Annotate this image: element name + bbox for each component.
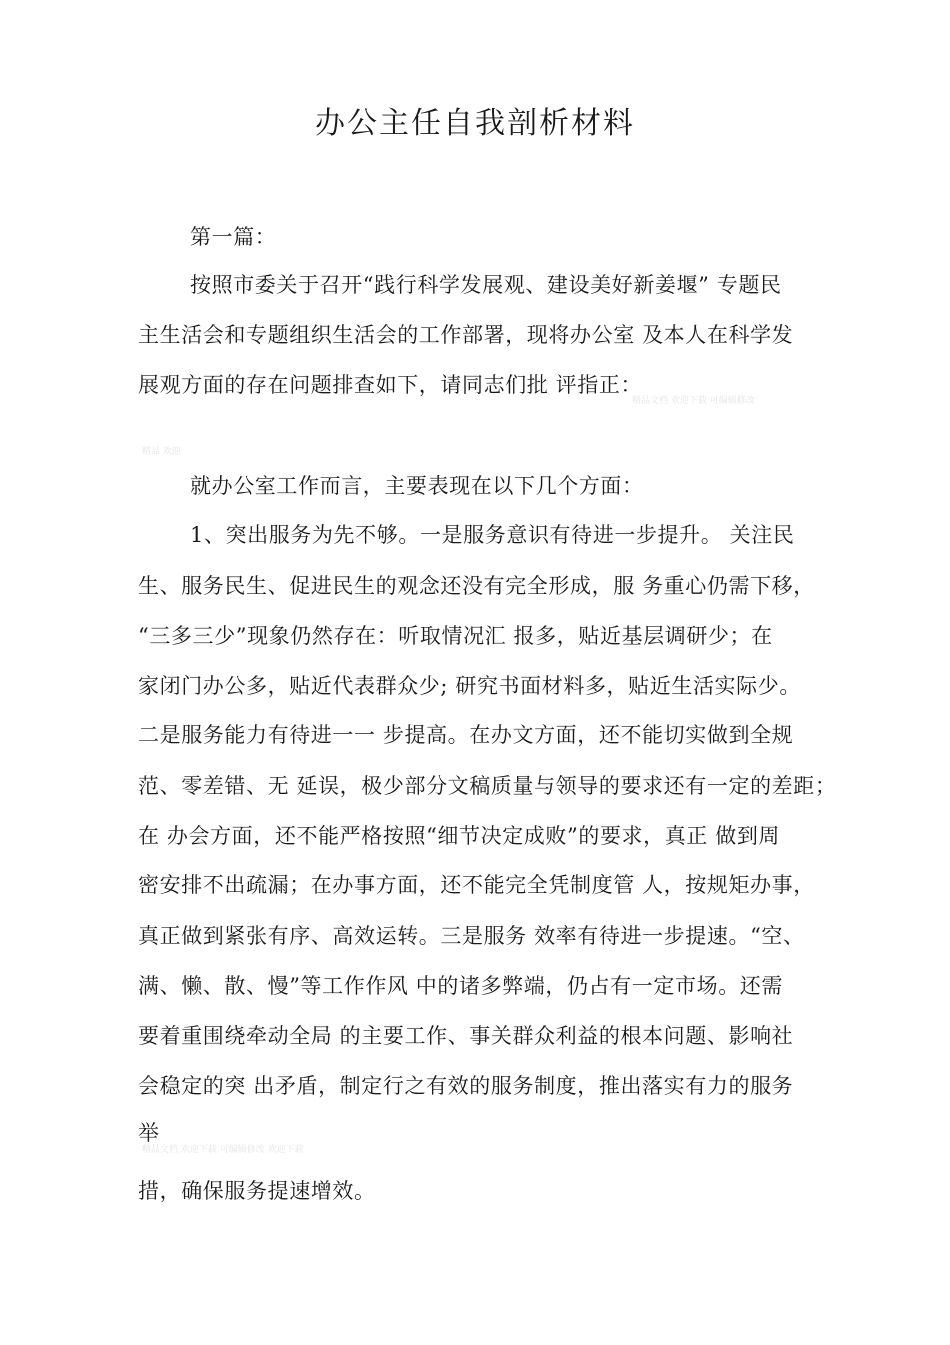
paragraph-line: 密安排不出疏漏；在办事方面，还不能完全凭制度管 人，按规矩办事， [138, 873, 815, 897]
document-title: 办公主任自我剖析材料 [315, 106, 635, 141]
paragraph-line: 家闭门办公多，贴近代表群众少; 研究书面材料多，贴近生活实际少。 [138, 674, 801, 698]
paragraph-line: 按照市委关于召开“践行科学发展观、建设美好新姜堰” 专题民 [190, 273, 782, 297]
paragraph-line: 措，确保服务提速增效。 [138, 1179, 376, 1203]
faint-watermark-text: 精品文档 欢迎下载 可编辑修改 欢迎下载 [142, 1145, 304, 1155]
paragraph-line: “三多三少”现象仍然存在：听取情况汇 报多，贴近基层调研少；在 [138, 624, 773, 648]
paragraph-line: 满、懒、散、慢”等工作作风 中的诸多弊端，仍占有一定市场。还需 [138, 974, 784, 998]
section-heading: 第一篇： [190, 225, 277, 249]
paragraph-line: 在 办会方面，还不能严格按照“细节决定成败”的要求，真正 做到周 [138, 824, 781, 848]
paragraph-line: 会稳定的突 出矛盾，制定行之有效的服务制度，推出落实有力的服务 [138, 1074, 794, 1098]
paragraph-line: 要着重围绕牵动全局 的主要工作、事关群众利益的根本问题、影响社 [138, 1024, 794, 1048]
paragraph-line: 真正做到紧张有序、高效运转。三是服务 效率有待进一步提速。“空、 [138, 924, 805, 948]
paragraph-line: 就办公室工作而言，主要表现在以下几个方面： [190, 474, 644, 498]
paragraph-line: 范、零差错、无 延误，极少部分文稿质量与领导的要求还有一定的差距； [138, 774, 837, 798]
paragraph-line: 举 [138, 1121, 160, 1145]
paragraph-line: 生、服务民生、促进民生的观念还没有完全形成，服 务重心仍需下移， [138, 574, 815, 598]
paragraph-line: 二是服务能力有待进一一 步提高。在办文方面，还不能切实做到全规 [138, 723, 794, 747]
paragraph-line: 1、突出服务为先不够。一是服务意识有待进一步提升。 关注民 [190, 523, 795, 547]
paragraph-line: 展观方面的存在问题排查如下，请同志们批 评指正： [138, 373, 643, 397]
paragraph-line: 主生活会和专题组织生活会的工作部署，现将办公室 及本人在科学发 [138, 323, 794, 347]
faint-watermark-text: 精品文档 欢迎下载 可编辑修改 [632, 396, 755, 406]
faint-watermark-text: 精品 欢迎 [142, 447, 181, 457]
